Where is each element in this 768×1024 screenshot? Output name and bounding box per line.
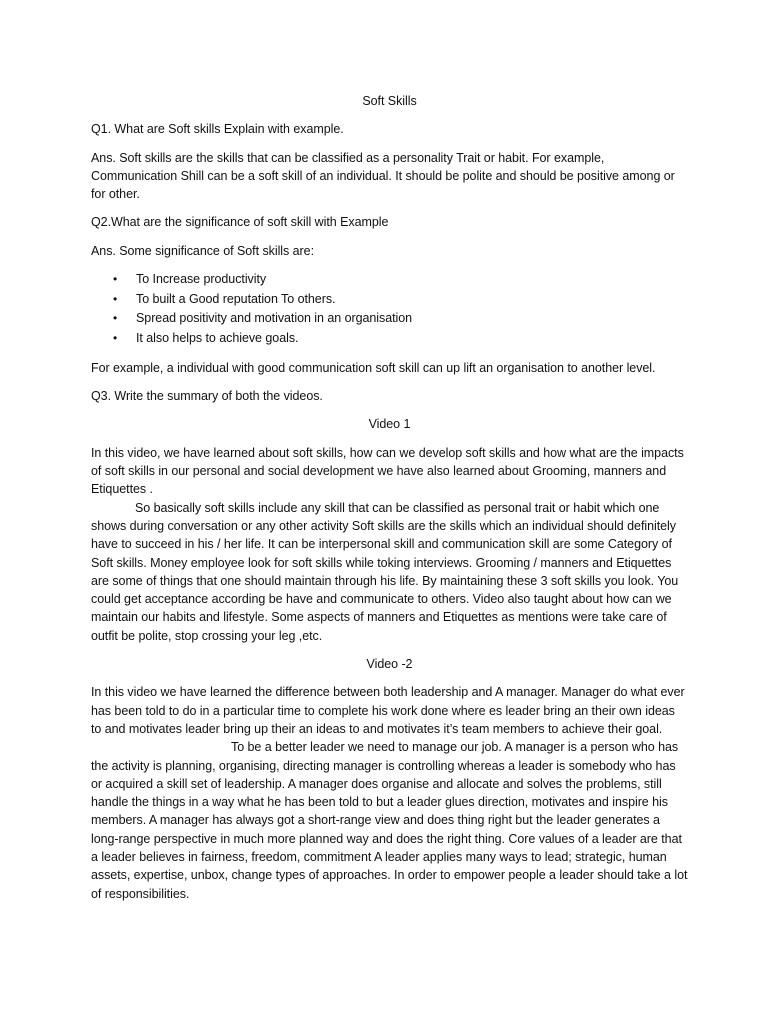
video-1-heading: Video 1	[368, 417, 411, 432]
answer-1: Ans. Soft skills are the skills that can be classified as a personality Trait or habit. For example, Communication Shill can be a soft skill of an individual. It should be polite and should be positive among or for other.	[91, 150, 675, 202]
video-2-text-part-2: To be a better leader we need to manage our job. A manager is a person who has the activity is planning, organising, directing manager is controlling whereas a leader is somebody who has or acquired a skill set of leadership. A manager does organise and allocate and solves the problems, still handle the things in a way what he has been told to but a leader glues direction, motivates and inspire his members. A manager has always got a short-range view and does thing right but the leader generates a long-range perspective in much more planned way and does the right thing. Core values of a leader are that a leader believes in fairness, freedom, commitment A leader applies many ways to lead; strategic, human assets, expertise, unbox, change types of approaches. In order to empower people a leader should take a lot of responsibilities.	[91, 740, 688, 901]
video-1-paragraph-1: In this video, we have learned about soft skills, how can we develop soft skills and how what are the impacts of soft skills in our personal and social development we have also learned about Grooming, manners and Etiquettes .	[91, 445, 684, 497]
question-1: Q1. What are Soft skills Explain with example.	[91, 122, 344, 137]
question-2: Q2.What are the significance of soft skill with Example	[91, 215, 389, 230]
bullet-icon: •	[113, 272, 118, 287]
bullet-icon: •	[113, 331, 118, 346]
significance-list	[91, 270, 688, 349]
video-1-paragraph-2: So basically soft skills include any skill that can be classified as personal trait or habit which one shows during conversation or any other activity Soft skills are the skills which an individual should definitely have to succeed in his / her life. It can be interpersonal skill and communication skill are some Category of Soft skills. Money employee look for soft skills while toking interviews. Grooming / manners and Etiquettes are some of things that one should maintain through his life. By maintaining these 3 soft skills you look. You could get acceptance according be have and communicate to others. Video also taught about how can we maintain our habits and lifestyle. Some aspects of manners and Etiquettes as mentions were take care of outfit be polite, stop crossing your leg ,etc.	[91, 500, 679, 643]
document-title: Soft Skills	[362, 94, 417, 108]
answer-2-intro: Ans. Some significance of Soft skills are:	[91, 243, 314, 258]
video-2-paragraph	[91, 683, 688, 903]
list-item: • To built a Good reputation To others.	[91, 290, 688, 310]
question-3: Q3. Write the summary of both the videos.	[91, 389, 323, 404]
bullet-icon: •	[113, 311, 118, 326]
video-2-heading: Video -2	[366, 657, 413, 672]
bullet-icon: •	[113, 291, 118, 306]
list-item: • It also helps to achieve goals.	[91, 329, 688, 349]
list-item: • To Increase productivity	[91, 270, 688, 290]
answer-2-example: For example, a individual with good communication soft skill can up lift an organisation to another level.	[91, 360, 656, 375]
list-item: • Spread positivity and motivation in an organisation	[91, 309, 688, 329]
video-2-text-part-1: In this video we have learned the difference between both leadership and A manager. Manager do what ever has been told to do in a particular time to complete his work done where es leader bring an their own ideas to and motivates leader bring up their an ideas to and motivates it’s team members to achieve their goal.	[91, 685, 685, 736]
